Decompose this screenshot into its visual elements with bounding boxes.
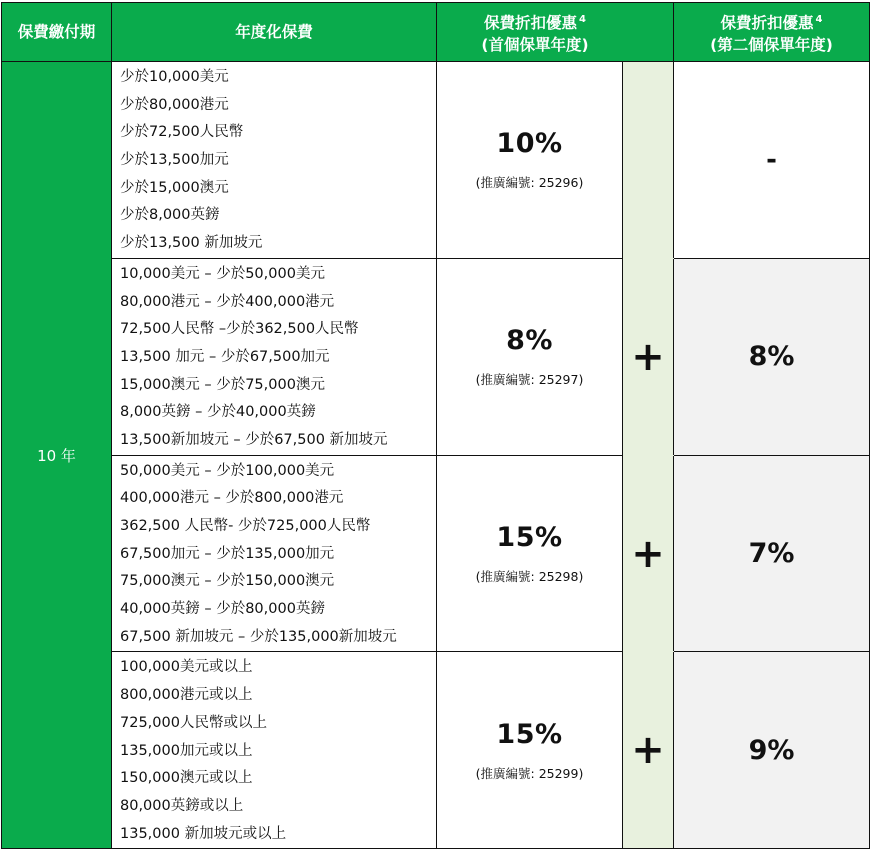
first-year-discount-cell	[437, 652, 623, 849]
header-annualized-premium: 年度化保費	[112, 3, 437, 62]
second-year-discount-cell	[674, 258, 870, 455]
amount-line: 少於10,000美元	[120, 69, 229, 85]
first-year-discount-value: 15%	[496, 718, 563, 750]
amount-line: 8,000英鎊 – 少於40,000英鎊	[120, 404, 316, 421]
second-year-discount-value: 9%	[748, 734, 795, 766]
plus-cell	[623, 258, 674, 455]
first-year-discount-value: 8%	[506, 325, 553, 357]
amount-line: 15,000澳元 – 少於75,000澳元	[120, 376, 325, 393]
first-year-discount-value: 15%	[496, 522, 563, 554]
first-year-discount-cell	[437, 455, 623, 652]
plus-icon: +	[631, 333, 665, 380]
header-term: 保費繳付期	[2, 3, 112, 62]
amount-line: 80,000英鎊或以上	[120, 797, 244, 814]
plus-icon: +	[631, 530, 665, 577]
amount-cell	[112, 258, 437, 455]
amount-line: 少於80,000港元	[120, 96, 229, 113]
promo-code: (推廣編號: 25299)	[475, 765, 584, 781]
second-year-discount-cell	[674, 62, 870, 259]
amount-line: 13,500新加坡元 – 少於67,500 新加坡元	[120, 431, 388, 448]
first-year-discount-cell	[437, 258, 623, 455]
premium-discount-table	[1, 2, 870, 849]
table-row	[2, 652, 870, 849]
plus-cell	[623, 62, 674, 259]
amount-line: 80,000港元 – 少於400,000港元	[120, 293, 335, 310]
header-first-year-discount: 保費折扣優惠 $^4$ (首個保單年度)	[437, 3, 674, 62]
amount-line: 800,000港元或以上	[120, 687, 253, 704]
amount-line: 725,000人民幣或以上	[120, 714, 267, 731]
first-year-discount-cell	[437, 62, 623, 259]
amount-line: 少於13,500 新加坡元	[120, 235, 263, 252]
second-year-discount-value: 8%	[748, 341, 795, 373]
plus-cell	[623, 455, 674, 652]
amount-line: 150,000澳元或以上	[120, 770, 253, 787]
term-cell	[2, 62, 112, 849]
header-second-year-discount: 保費折扣優惠 $^4$ (第二個保單年度)	[674, 3, 870, 62]
amount-line: 72,500人民幣 –少於362,500人民幣	[120, 321, 359, 338]
plus-cell	[623, 652, 674, 849]
amount-line: 50,000美元 – 少於100,000美元	[120, 462, 335, 479]
amount-line: 135,000 新加坡元或以上	[120, 825, 287, 842]
term-value: 10 年	[37, 446, 76, 465]
amount-line: 10,000美元 – 少於50,000美元	[120, 265, 325, 282]
amount-line: 100,000美元或以上	[120, 659, 253, 676]
amount-line: 67,500 新加坡元 – 少於135,000新加坡元	[120, 628, 397, 645]
plus-icon: +	[631, 727, 665, 774]
amount-cell	[112, 652, 437, 849]
amount-line: 362,500 人民幣- 少於725,000人民幣	[120, 518, 371, 534]
amount-line: 135,000加元或以上	[120, 742, 253, 759]
first-year-discount-value: 10%	[496, 128, 563, 160]
promo-code: (推廣編號: 25296)	[475, 175, 584, 191]
amount-cell	[112, 62, 437, 259]
table-row	[2, 455, 870, 652]
second-year-discount-value: 7%	[748, 538, 795, 570]
table-row	[2, 258, 870, 455]
table-header-row	[2, 3, 870, 62]
promo-code: (推廣編號: 25298)	[475, 569, 584, 585]
amount-line: 少於13,500加元	[120, 152, 229, 169]
amount-line: 40,000英鎊 – 少於80,000英鎊	[120, 601, 325, 618]
amount-line: 400,000港元 – 少於800,000港元	[120, 490, 344, 507]
amount-line: 少於8,000英鎊	[120, 207, 220, 224]
amount-line: 75,000澳元 – 少於150,000澳元	[120, 573, 335, 590]
promo-code: (推廣編號: 25297)	[475, 372, 584, 388]
second-year-discount-cell	[674, 652, 870, 849]
amount-line: 13,500 加元 – 少於67,500加元	[120, 348, 330, 365]
amount-line: 67,500加元 – 少於135,000加元	[120, 545, 335, 562]
second-year-discount-cell	[674, 455, 870, 652]
second-year-discount-value: -	[766, 144, 777, 175]
amount-cell	[112, 455, 437, 652]
amount-line: 少於72,500人民幣	[120, 124, 244, 141]
table-row	[2, 62, 870, 259]
amount-line: 少於15,000澳元	[120, 179, 229, 196]
